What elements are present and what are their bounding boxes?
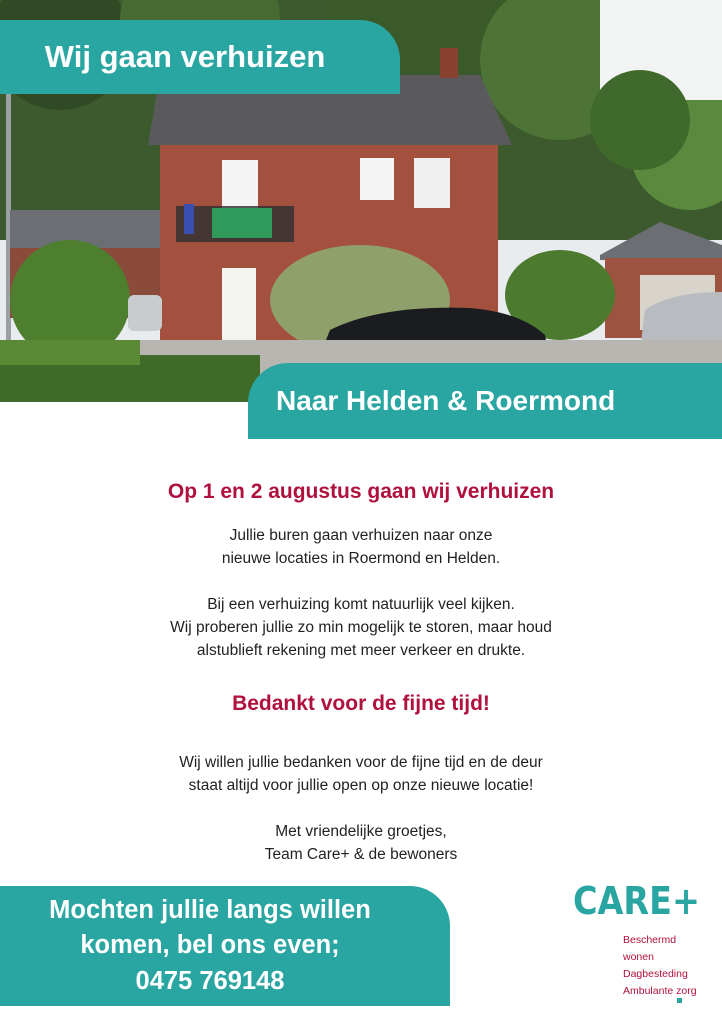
logo-wordmark: CARE+: [573, 879, 701, 923]
paragraph-line: Bij een verhuizing komt natuurlijk veel kijken.: [207, 596, 515, 613]
heading-thanks: Bedankt voor de fijne tijd!: [232, 692, 490, 715]
paragraph-line: Jullie buren gaan verhuizen naar onze: [229, 527, 493, 544]
logo-service: Ambulante zorg: [623, 985, 697, 997]
paragraph-thanks: [0, 751, 722, 797]
contact-line: komen, bel ons even;: [80, 931, 340, 960]
signoff-line: Team Care+ & de bewoners: [264, 846, 458, 863]
title-banner: [0, 20, 400, 94]
care-plus-logo: [573, 879, 703, 1012]
flyer-subtitle: Naar Helden & Roermond: [276, 385, 616, 416]
flyer-title: Wij gaan verhuizen: [44, 39, 326, 74]
subtitle-banner: [248, 363, 722, 439]
logo-service: Beschermd wonen: [623, 934, 677, 963]
paragraph-noise: [0, 593, 722, 662]
logo-services: [573, 932, 703, 1000]
paragraph-moving: [0, 524, 722, 570]
paragraph-line: Wij willen jullie bedanken voor de fijne tijd en de deur: [179, 754, 543, 771]
paragraph-line: nieuwe locaties in Roermond en Helden.: [221, 550, 501, 567]
signoff: [0, 820, 722, 866]
logo-dot: [677, 998, 682, 1003]
main-content: [0, 480, 722, 866]
contact-phone: 0475 769148: [135, 966, 285, 995]
signoff-line: Met vriendelijke groetjes,: [275, 823, 447, 840]
heading-moving: Op 1 en 2 augustus gaan wij verhuizen: [167, 480, 555, 503]
paragraph-line: staat altijd voor jullie open op onze nieuwe locatie!: [188, 777, 534, 794]
contact-banner: [0, 886, 450, 1006]
paragraph-line: Wij proberen jullie zo min mogelijk te storen, maar houd: [170, 619, 552, 636]
paragraph-line: alstublieft rekening met meer verkeer en drukte.: [196, 642, 526, 659]
contact-line: Mochten jullie langs willen: [49, 896, 371, 925]
logo-service: Dagbesteding: [623, 968, 688, 980]
